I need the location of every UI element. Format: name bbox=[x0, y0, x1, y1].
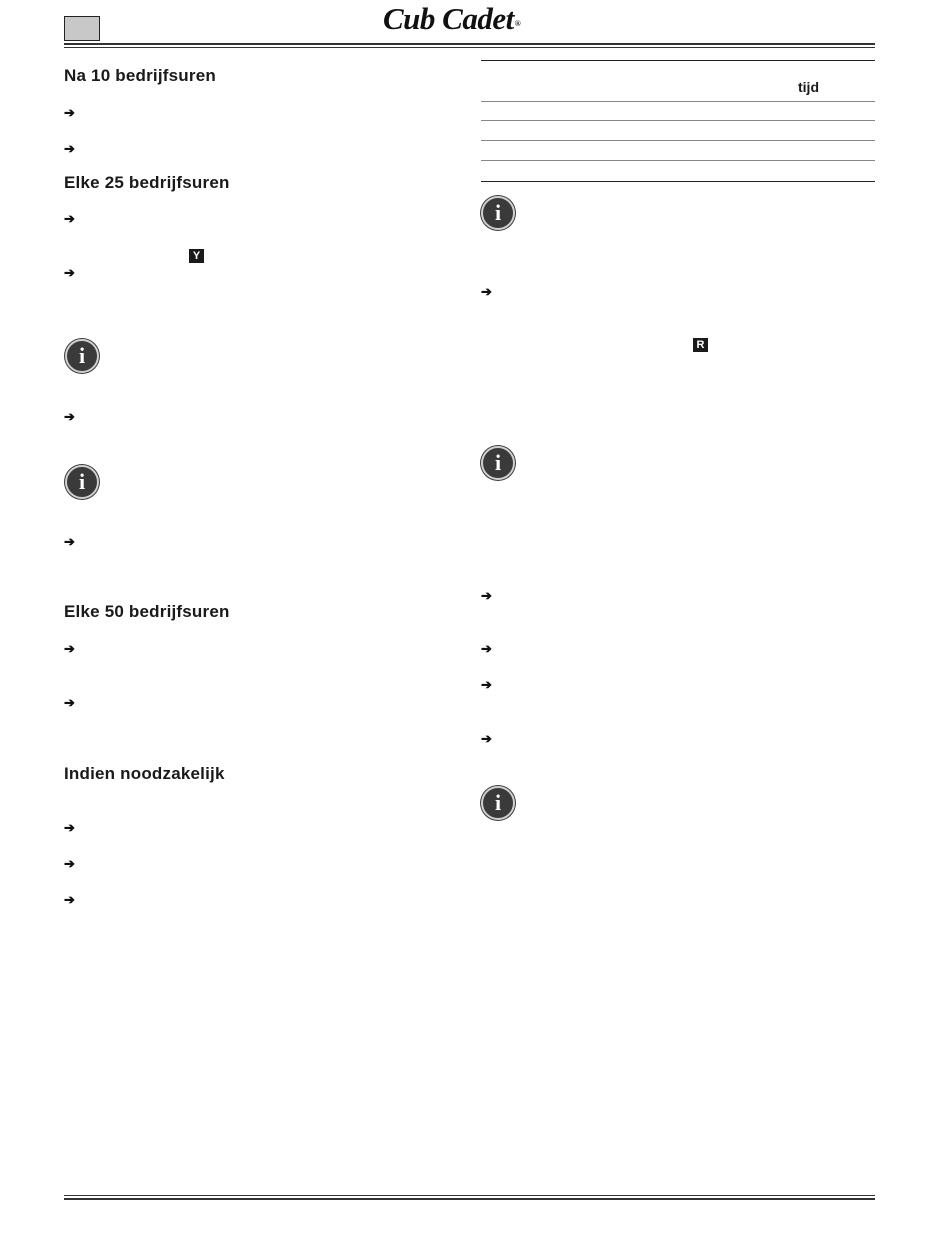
brand-logo: Cub Cadet® bbox=[383, 1, 521, 36]
arrow-icon: ➔ bbox=[481, 731, 492, 746]
arrow-icon: ➔ bbox=[64, 534, 75, 549]
table-bottom-rule bbox=[481, 181, 875, 182]
arrow-icon: ➔ bbox=[64, 856, 75, 871]
heading-50-hours: Elke 50 bedrijfsuren bbox=[64, 602, 230, 621]
info-icon: i bbox=[481, 196, 515, 230]
header-rule bbox=[64, 43, 875, 45]
arrow-icon: ➔ bbox=[64, 892, 75, 907]
table-row-rule bbox=[481, 101, 875, 102]
page-tab-box bbox=[64, 16, 100, 41]
table-row-rule bbox=[481, 160, 875, 161]
arrow-icon: ➔ bbox=[481, 641, 492, 656]
arrow-icon: ➔ bbox=[64, 695, 75, 710]
info-icon: i bbox=[481, 446, 515, 480]
arrow-icon: ➔ bbox=[64, 820, 75, 835]
table-row-rule bbox=[481, 140, 875, 141]
header-rule-thin bbox=[64, 47, 875, 48]
arrow-icon: ➔ bbox=[64, 141, 75, 156]
arrow-icon: ➔ bbox=[481, 588, 492, 603]
footer-rule-thin bbox=[64, 1195, 875, 1196]
table-row-rule bbox=[481, 120, 875, 121]
info-icon: i bbox=[65, 465, 99, 499]
badge-r: R bbox=[693, 338, 708, 352]
table-header-time: tijd bbox=[798, 79, 819, 95]
arrow-icon: ➔ bbox=[64, 409, 75, 424]
table-top-rule bbox=[481, 60, 875, 61]
arrow-icon: ➔ bbox=[481, 677, 492, 692]
heading-if-needed: Indien noodzakelijk bbox=[64, 764, 225, 783]
arrow-icon: ➔ bbox=[64, 641, 75, 656]
arrow-icon: ➔ bbox=[481, 284, 492, 299]
footer-rule bbox=[64, 1198, 875, 1200]
arrow-icon: ➔ bbox=[64, 265, 75, 280]
info-icon: i bbox=[65, 339, 99, 373]
info-icon: i bbox=[481, 786, 515, 820]
heading-25-hours: Elke 25 bedrijfsuren bbox=[64, 173, 230, 192]
arrow-icon: ➔ bbox=[64, 211, 75, 226]
arrow-icon: ➔ bbox=[64, 105, 75, 120]
badge-y: Y bbox=[189, 249, 204, 263]
heading-10-hours: Na 10 bedrijfsuren bbox=[64, 66, 216, 85]
